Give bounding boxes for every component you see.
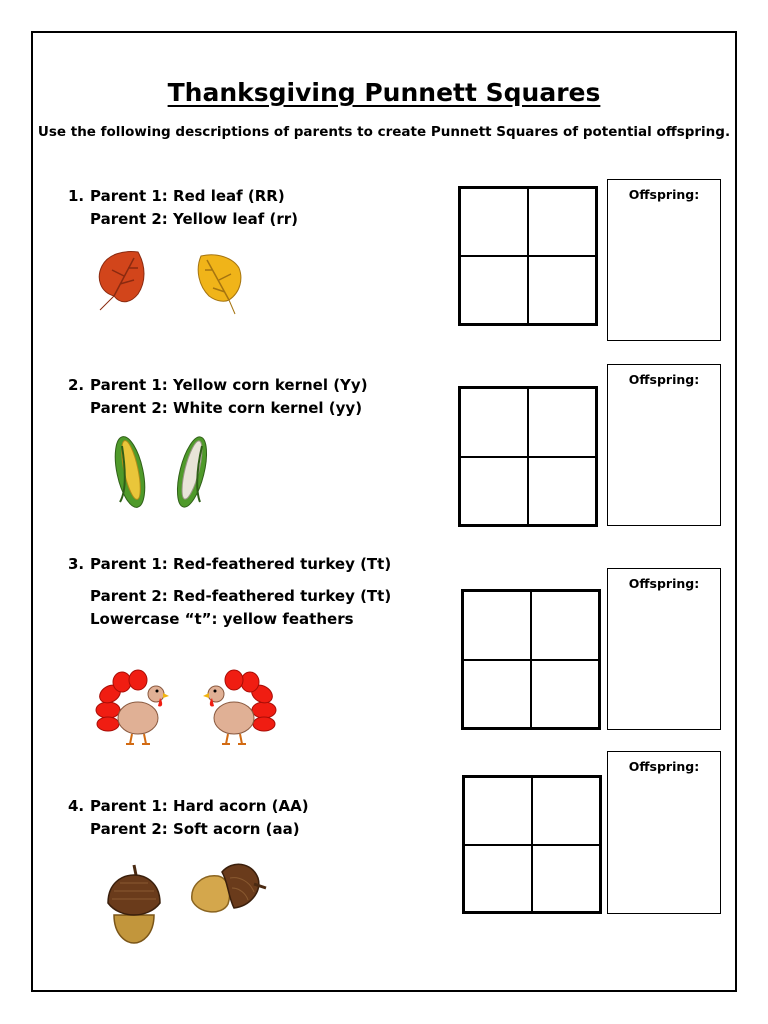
punnett-cell[interactable] [531, 591, 599, 660]
punnett-cell[interactable] [460, 388, 528, 457]
problem-2-parent-1: Parent 1: Yellow corn kernel (Yy) [90, 376, 368, 394]
problem-1-number: 1. [68, 187, 85, 205]
problem-4-parent-2: Parent 2: Soft acorn (aa) [90, 820, 300, 838]
punnett-cell[interactable] [532, 845, 600, 913]
yellow-leaf-icon [195, 250, 245, 316]
offspring-label: Offspring: [628, 372, 700, 387]
problem-3-number: 3. [68, 555, 85, 573]
punnett-square-4[interactable] [462, 775, 602, 914]
problem-2-parent-2: Parent 2: White corn kernel (yy) [90, 399, 363, 417]
problem-3-parent-1: Parent 1: Red-feathered turkey (Tt) [90, 555, 392, 573]
punnett-cell[interactable] [531, 660, 599, 729]
punnett-cell[interactable] [532, 777, 600, 845]
instructions: Use the following descriptions of parents to create Punnett Squares of potential offspring. [37, 124, 731, 140]
offspring-box-1[interactable] [607, 179, 721, 341]
punnett-cell[interactable] [528, 188, 596, 256]
turkey-icon [200, 668, 278, 748]
punnett-square-1[interactable] [458, 186, 598, 326]
punnett-cell[interactable] [464, 777, 532, 845]
page-title: Thanksgiving Punnett Squares [167, 78, 601, 107]
turkey-icon [94, 668, 172, 748]
red-leaf-icon [94, 248, 148, 314]
problem-1-parent-2: Parent 2: Yellow leaf (rr) [90, 210, 299, 228]
offspring-label: Offspring: [628, 187, 700, 202]
punnett-cell[interactable] [460, 256, 528, 324]
offspring-box-3[interactable] [607, 568, 721, 730]
offspring-label: Offspring: [628, 759, 700, 774]
problem-4-number: 4. [68, 797, 85, 815]
punnett-square-3[interactable] [461, 589, 601, 730]
problem-2-number: 2. [68, 376, 85, 394]
soft-acorn-icon [188, 856, 268, 922]
problem-3-allele-note: Lowercase “t”: yellow feathers [90, 610, 354, 628]
problem-3-parent-2: Parent 2: Red-feathered turkey (Tt) [90, 587, 392, 605]
punnett-cell[interactable] [460, 457, 528, 526]
punnett-cell[interactable] [463, 591, 531, 660]
white-corn-icon [172, 432, 212, 512]
punnett-cell[interactable] [528, 256, 596, 324]
problem-4-parent-1: Parent 1: Hard acorn (AA) [90, 797, 309, 815]
offspring-box-4[interactable] [607, 751, 721, 914]
punnett-cell[interactable] [528, 457, 596, 526]
punnett-cell[interactable] [464, 845, 532, 913]
yellow-corn-icon [110, 432, 150, 512]
punnett-cell[interactable] [463, 660, 531, 729]
punnett-cell[interactable] [528, 388, 596, 457]
problem-1-parent-1: Parent 1: Red leaf (RR) [90, 187, 285, 205]
punnett-cell[interactable] [460, 188, 528, 256]
offspring-box-2[interactable] [607, 364, 721, 526]
hard-acorn-icon [104, 863, 164, 945]
punnett-square-2[interactable] [458, 386, 598, 527]
offspring-label: Offspring: [628, 576, 700, 591]
